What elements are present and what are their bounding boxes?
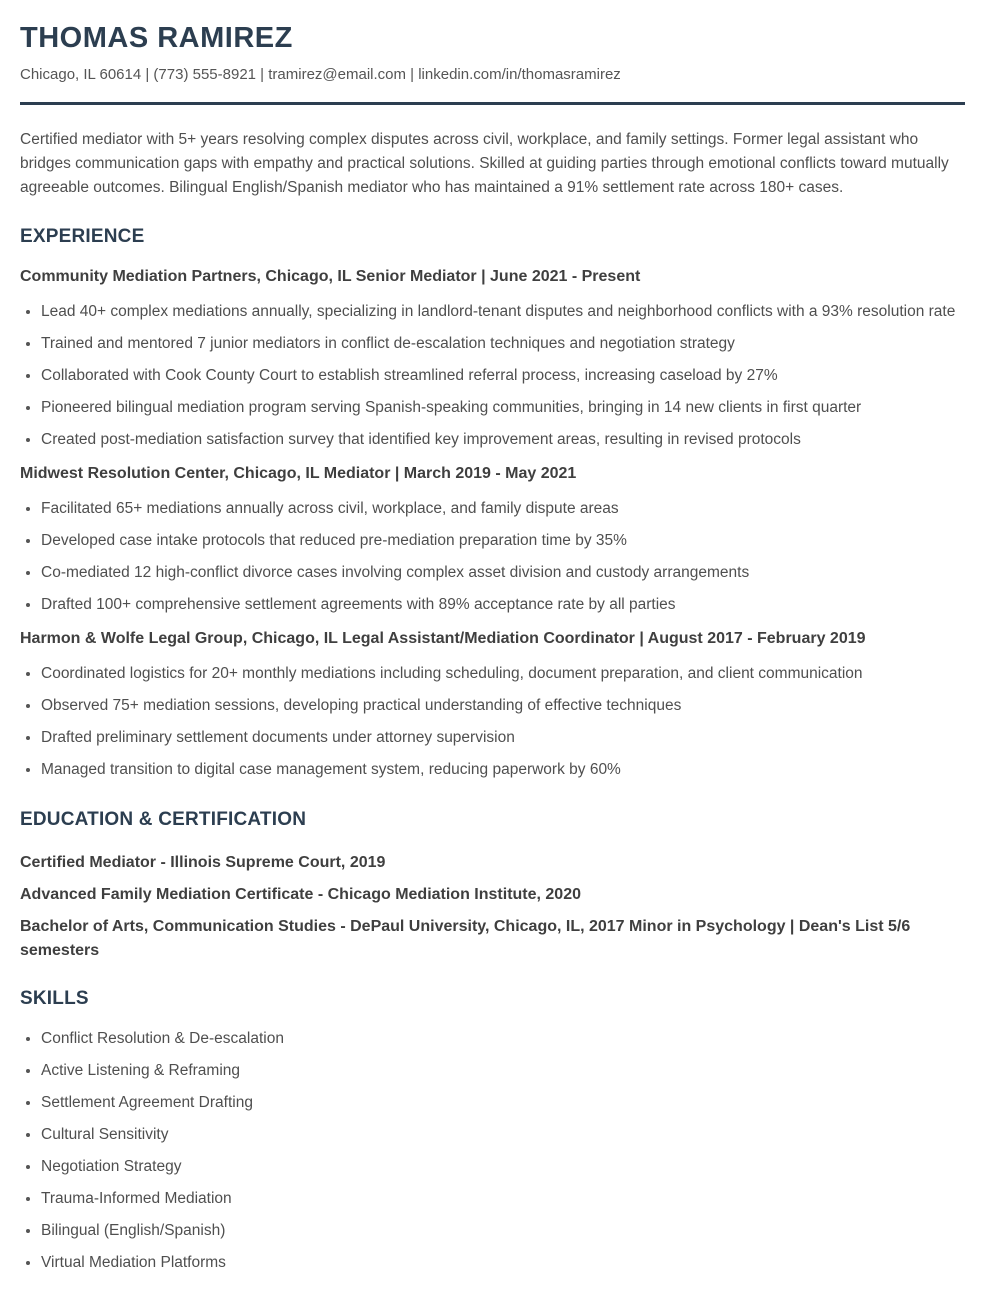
skill-item: • Bilingual (English/Spanish)	[41, 1219, 965, 1243]
section-heading-education: EDUCATION & CERTIFICATION	[20, 809, 307, 830]
resume-page	[0, 24, 989, 1275]
skill-item: • Negotiation Strategy	[41, 1155, 965, 1179]
job-bullet: • Lead 40+ complex mediations annually, specializing in landlord-tenant disputes and neighborhood conflicts with a 93% resolution rate	[41, 300, 965, 324]
job-header: Community Mediation Partners, Chicago, IL Senior Mediator | June 2021 - Present	[20, 268, 641, 285]
job-bullet: • Collaborated with Cook County Court to establish streamlined referral process, increasing caseload by 27%	[41, 364, 965, 388]
header-divider	[20, 102, 965, 105]
job-bullet: • Trained and mentored 7 junior mediators in conflict de-escalation techniques and negotiation strategy	[41, 332, 965, 356]
job-header: Harmon & Wolfe Legal Group, Chicago, IL Legal Assistant/Mediation Coordinator | August 2017 - February 2019	[20, 630, 866, 647]
job-bullet: • Coordinated logistics for 20+ monthly mediations including scheduling, document preparation, and client communication	[41, 662, 965, 686]
education-item: Certified Mediator - Illinois Supreme Court, 2019	[20, 854, 386, 871]
education-section	[20, 851, 965, 963]
job-bullet-list	[20, 497, 965, 617]
skill-item: • Cultural Sensitivity	[41, 1123, 965, 1147]
resume-header	[20, 24, 965, 83]
job-bullet: • Facilitated 65+ mediations annually across civil, workplace, and family dispute areas	[41, 497, 965, 521]
job-bullet: • Drafted preliminary settlement documents under attorney supervision	[41, 726, 965, 750]
skills-list	[20, 1027, 965, 1275]
job-bullet: • Co-mediated 12 high-conflict divorce cases involving complex asset division and custody arrangements	[41, 561, 965, 585]
job-bullet: • Pioneered bilingual mediation program serving Spanish-speaking communities, bringing in 14 new clients in first quarter	[41, 396, 965, 420]
skill-item: • Settlement Agreement Drafting	[41, 1091, 965, 1115]
section-heading-experience: EXPERIENCE	[20, 226, 145, 247]
job-bullet: • Created post-mediation satisfaction survey that identified key improvement areas, resulting in revised protocols	[41, 428, 965, 452]
job-entry	[20, 630, 965, 782]
contact-info: Chicago, IL 60614 | (773) 555-8921 | tramirez@email.com | linkedin.com/in/thomasramirez	[20, 66, 621, 83]
job-bullet: • Developed case intake protocols that reduced pre-mediation preparation time by 35%	[41, 529, 965, 553]
skill-item: • Virtual Mediation Platforms	[41, 1251, 965, 1275]
skill-item: • Trauma-Informed Mediation	[41, 1187, 965, 1211]
job-entry	[20, 268, 965, 452]
section-heading-skills: SKILLS	[20, 988, 89, 1009]
job-bullet-list	[20, 662, 965, 782]
job-bullet: • Observed 75+ mediation sessions, developing practical understanding of effective techniques	[41, 694, 965, 718]
education-item: Bachelor of Arts, Communication Studies - DePaul University, Chicago, IL, 2017 Minor in Psychology | Dean's List 5/6 semesters	[20, 918, 911, 959]
education-item: Advanced Family Mediation Certificate - Chicago Mediation Institute, 2020	[20, 886, 581, 903]
job-header: Midwest Resolution Center, Chicago, IL Mediator | March 2019 - May 2021	[20, 465, 577, 482]
skill-item: • Conflict Resolution & De-escalation	[41, 1027, 965, 1051]
job-bullet-list	[20, 300, 965, 452]
experience-section	[20, 268, 965, 782]
job-bullet: • Drafted 100+ comprehensive settlement agreements with 89% acceptance rate by all parties	[41, 593, 965, 617]
job-bullet: • Managed transition to digital case management system, reducing paperwork by 60%	[41, 758, 965, 782]
candidate-name: THOMAS RAMIREZ	[20, 22, 293, 54]
job-entry	[20, 465, 965, 617]
professional-summary: Certified mediator with 5+ years resolving complex disputes across civil, workplace, and family settings. Former legal assistant who bridges communication gaps with empathy and practical solutions. Skilled at guiding parties through emotional conflicts toward mutually agreeable outcomes. Bilingual English/Spanish mediator who has maintained a 91% settlement rate across 180+ cases.	[20, 131, 949, 196]
skill-item: • Active Listening & Reframing	[41, 1059, 965, 1083]
